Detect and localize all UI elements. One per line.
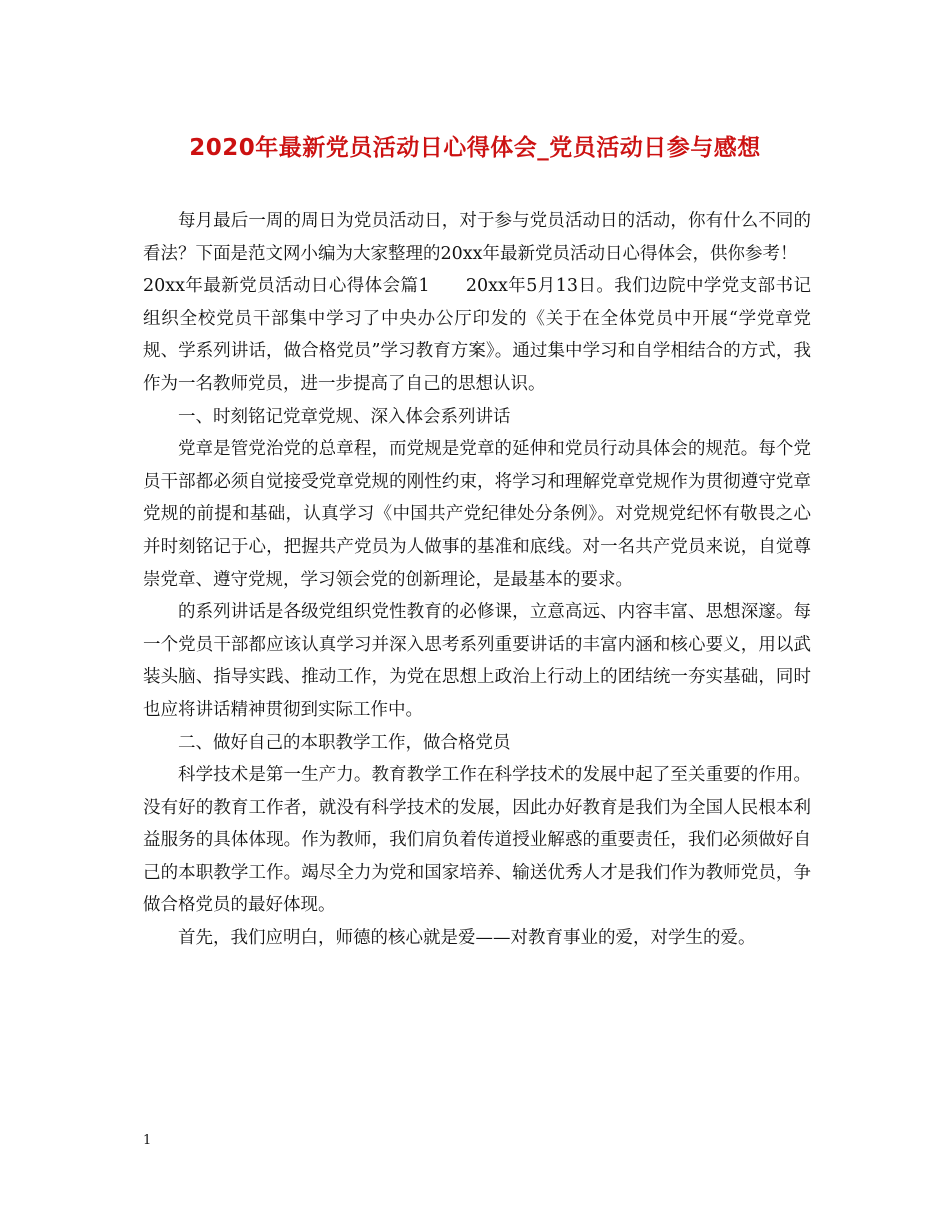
paragraph-part-1: 20xx年最新党员活动日心得体会篇1 20xx年5月13日。我们边院中学党支部书记组织全校党员干部集中学习了中央办公厅印发的《关于在全体党员中开展“学党章党规、学系列讲话，做合格党员”学习教育方案》。通过集中学习和自学相结合的方式，我作为一名教师党员，进一步提高了自己的思想认识。 <box>143 276 811 394</box>
section-heading-1: 一、时刻铭记党章党规、深入体会系列讲话 <box>178 406 511 427</box>
paragraph-science-technology: 科学技术是第一生产力。教育教学工作在科学技术的发展中起了至关重要的作用。没有好的教育工作者，就没有科学技术的发展，因此办好教育是我们为全国人民根本利益服务的具体体现。作为教师，我们肩负着传道授业解惑的重要责任，我们必须做好自己的本职教学工作。竭尽全力为党和国家培养、输送优秀人才是我们作为教师党员，争做合格党员的最好体现。 <box>143 765 811 916</box>
paragraph-intro: 每月最后一周的周日为党员活动日，对于参与党员活动日的活动，你有什么不同的看法？下面是范文网小编为大家整理的20xx年最新党员活动日心得体会，供你参考！ <box>143 211 811 264</box>
paragraph-teacher-ethics: 首先，我们应明白，师德的核心就是爱——对教育事业的爱，对学生的爱。 <box>178 928 756 949</box>
section-heading-2: 二、做好自己的本职教学工作，做合格党员 <box>178 732 511 753</box>
document-body <box>143 205 811 955</box>
document-title: 2020年最新党员活动日心得体会_党员活动日参与感想 <box>189 135 761 161</box>
page-number: 1 <box>143 1133 152 1148</box>
paragraph-party-constitution: 党章是管党治党的总章程，而党规是党章的延伸和党员行动具体会的规范。每个党员干部都必须自觉接受党章党规的刚性约束，将学习和理解党章党规作为贯彻遵守党章党规的前提和基础，认真学习《中国共产党纪律处分条例》。对党规党纪怀有敬畏之心并时刻铭记于心，把握共产党员为人做事的基准和底线。对一名共产党员来说，自觉尊崇党章、遵守党规，学习领会党的创新理论，是最基本的要求。 <box>143 439 811 590</box>
paragraph-series-speeches: 的系列讲话是各级党组织党性教育的必修课，立意高远、内容丰富、思想深邃。每一个党员干部都应该认真学习并深入思考系列重要讲话的丰富内涵和核心要义，用以武装头脑、指导实践、推动工作，为党在思想上政治上行动上的团结统一夯实基础，同时也应将讲话精神贯彻到实际工作中。 <box>143 602 811 720</box>
